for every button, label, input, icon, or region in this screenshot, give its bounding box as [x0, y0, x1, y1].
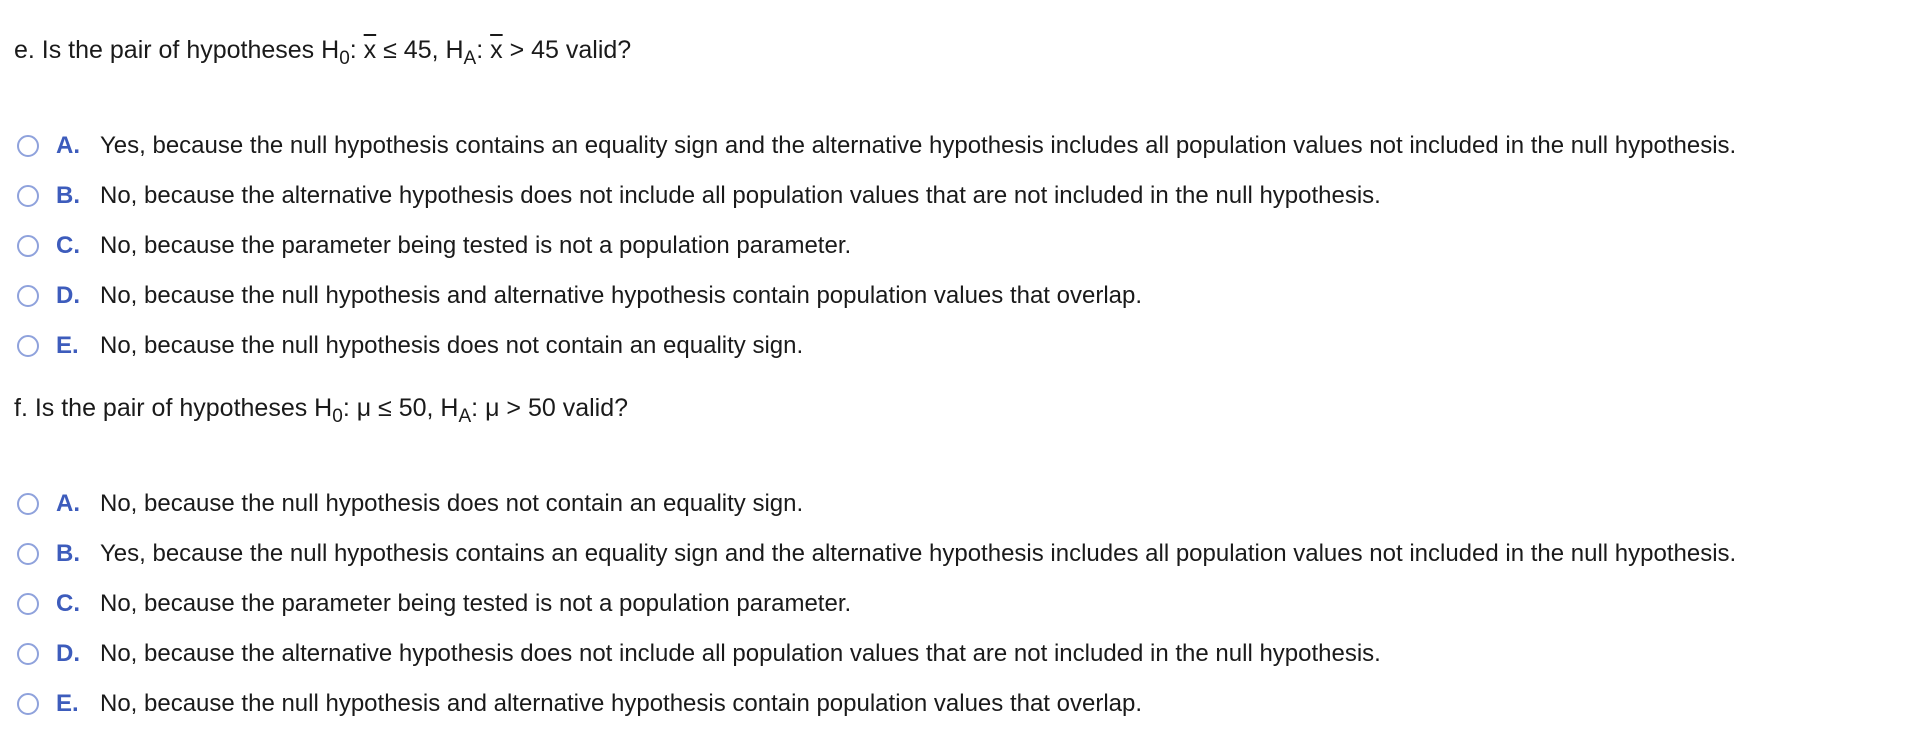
- ha-separator: :: [476, 36, 491, 64]
- h0-subscript: 0: [332, 406, 343, 427]
- option-letter: E.: [56, 332, 79, 359]
- option-text[interactable]: No, because the null hypothesis and alternative hypothesis contain population values that overlap.: [100, 690, 1143, 717]
- radio-button-icon[interactable]: [17, 185, 39, 207]
- question-f-options: [17, 479, 1736, 729]
- option-text[interactable]: No, because the parameter being tested is not a population parameter.: [100, 232, 852, 259]
- question-f-option-a[interactable]: [17, 479, 1736, 529]
- h0-separator: :: [349, 36, 364, 64]
- h0-relation: : μ ≤ 50, H: [342, 394, 459, 422]
- radio-button-icon[interactable]: [17, 285, 39, 307]
- question-f-option-e[interactable]: [17, 679, 1736, 729]
- option-letter: B.: [56, 540, 80, 567]
- option-letter: C.: [56, 232, 80, 259]
- option-letter: B.: [56, 182, 80, 209]
- option-letter: C.: [56, 590, 80, 617]
- question-e-option-d[interactable]: [17, 271, 1736, 321]
- option-text[interactable]: No, because the null hypothesis does not contain an equality sign.: [100, 490, 804, 517]
- option-letter: A.: [56, 490, 80, 517]
- option-text[interactable]: No, because the parameter being tested is not a population parameter.: [100, 590, 852, 617]
- question-e-option-e[interactable]: [17, 321, 1736, 371]
- radio-button-icon[interactable]: [17, 335, 39, 357]
- option-text[interactable]: No, because the null hypothesis and alternative hypothesis contain population values that overlap.: [100, 282, 1143, 309]
- option-text[interactable]: Yes, because the null hypothesis contains an equality sign and the alternative hypothesis includes all population values not included in the null hypothesis.: [100, 132, 1737, 159]
- radio-button-icon[interactable]: [17, 693, 39, 715]
- question-e-prefix: e. Is the pair of hypotheses H: [14, 36, 340, 64]
- radio-button-icon[interactable]: [17, 493, 39, 515]
- ha-relation: > 45 valid?: [502, 36, 632, 64]
- option-letter: D.: [56, 640, 80, 667]
- radio-button-icon[interactable]: [17, 543, 39, 565]
- question-e-option-c[interactable]: [17, 221, 1736, 271]
- question-e-option-a[interactable]: [17, 121, 1736, 171]
- option-text[interactable]: No, because the alternative hypothesis does not include all population values that are not included in the null hypothesis.: [100, 640, 1381, 667]
- x-bar-symbol: $\overline{x}$: [490, 36, 503, 64]
- option-text[interactable]: No, because the alternative hypothesis does not include all population values that are not included in the null hypothesis.: [100, 182, 1381, 209]
- radio-button-icon[interactable]: [17, 643, 39, 665]
- radio-button-icon[interactable]: [17, 593, 39, 615]
- question-f-prefix: f. Is the pair of hypotheses H: [14, 394, 333, 422]
- radio-button-icon[interactable]: [17, 135, 39, 157]
- ha-subscript: A: [463, 48, 477, 69]
- option-letter: E.: [56, 690, 79, 717]
- h0-subscript: 0: [339, 48, 350, 69]
- question-f-option-d[interactable]: [17, 629, 1736, 679]
- radio-button-icon[interactable]: [17, 235, 39, 257]
- option-text[interactable]: No, because the null hypothesis does not contain an equality sign.: [100, 332, 804, 359]
- option-text[interactable]: Yes, because the null hypothesis contains an equality sign and the alternative hypothesis includes all population values not included in the null hypothesis.: [100, 540, 1737, 567]
- option-letter: A.: [56, 132, 80, 159]
- question-f-option-b[interactable]: [17, 529, 1736, 579]
- x-bar-symbol: $\overline{x}$: [363, 36, 377, 64]
- h0-relation: ≤ 45, H: [376, 36, 464, 64]
- question-e-options: [17, 121, 1736, 371]
- question-e-option-b[interactable]: [17, 171, 1736, 221]
- option-letter: D.: [56, 282, 80, 309]
- question-e-prompt: [14, 35, 631, 74]
- question-f-prompt: [14, 393, 628, 432]
- ha-subscript: A: [458, 406, 472, 427]
- ha-relation: : μ > 50 valid?: [471, 394, 629, 422]
- question-f-option-c[interactable]: [17, 579, 1736, 629]
